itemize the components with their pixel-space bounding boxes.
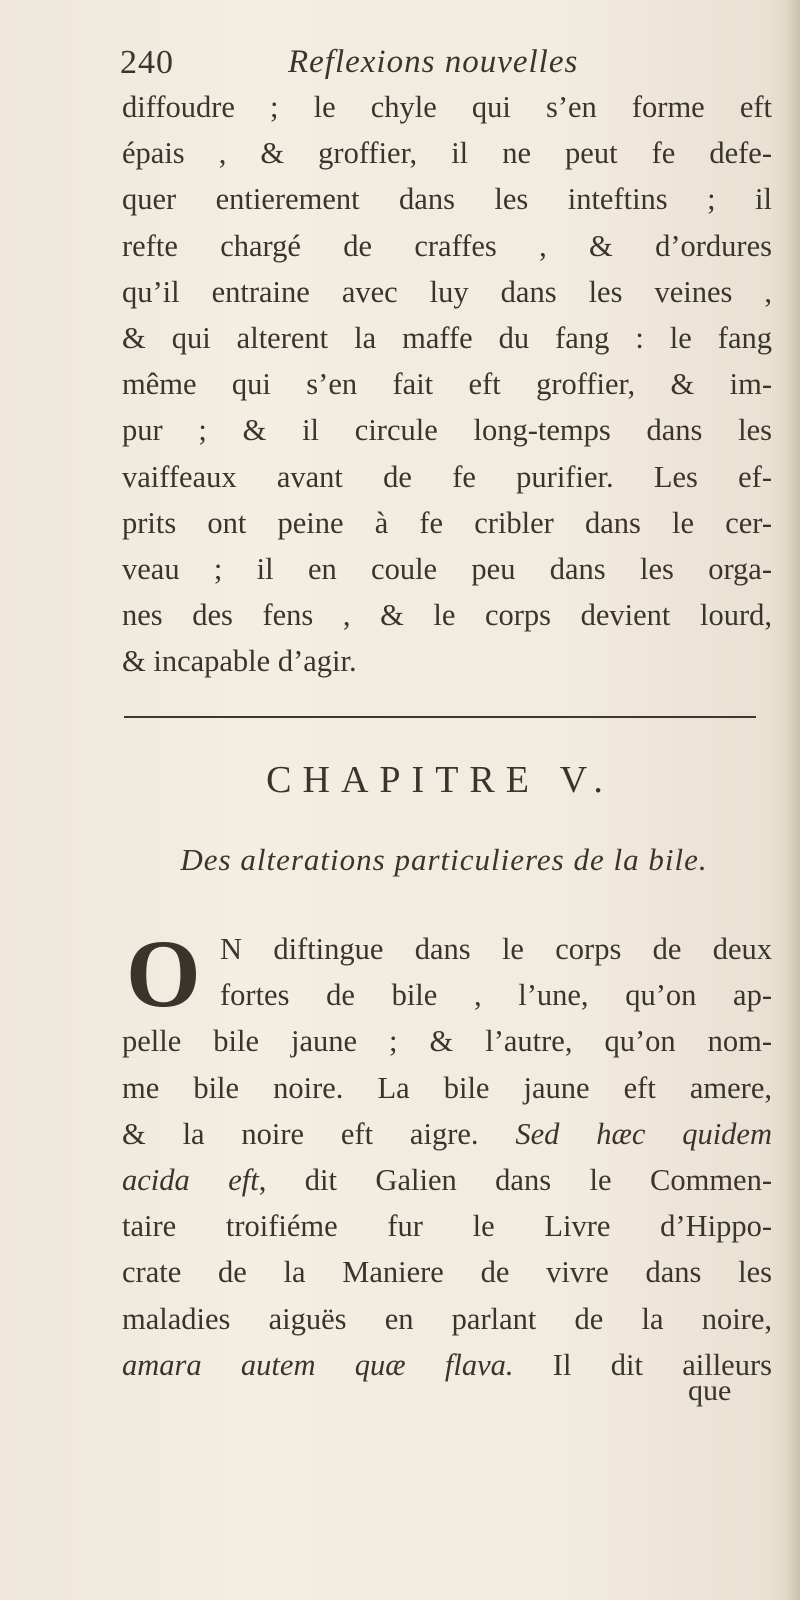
section-divider-rule bbox=[124, 716, 756, 718]
text-line: N diftingue dans le corps de deux bbox=[220, 932, 772, 966]
text-line: vaiffeaux avant de fe purifier. Les ef- bbox=[122, 459, 772, 494]
text-line bbox=[122, 1342, 772, 1388]
text-roman: , dit Galien dans le Commen- bbox=[258, 1163, 772, 1198]
text-line: pelle bile jaune ; & l’autre, qu’on nom- bbox=[122, 1024, 772, 1059]
drop-cap: O bbox=[126, 920, 201, 1027]
text-line: crate de la Maniere de vivre dans les bbox=[122, 1255, 772, 1290]
catchword: que bbox=[688, 1374, 732, 1407]
text-line: même qui s’en fait eft groffier, & im- bbox=[122, 367, 772, 402]
latin-quote: amara autem quæ flava. bbox=[122, 1347, 514, 1382]
latin-quote: Sed hæc quidem bbox=[515, 1116, 772, 1151]
text-roman: Il dit ailleurs bbox=[513, 1347, 772, 1382]
text-line: pur ; & il circule long-temps dans les bbox=[122, 413, 772, 448]
text-line: qu’il entraine avec luy dans les veines , bbox=[122, 274, 772, 309]
text-line: maladies aiguës en parlant de la noire, bbox=[122, 1301, 772, 1336]
text-line: veau ; il en coule peu dans les orga- bbox=[122, 552, 772, 587]
text-line: diffoudre ; le chyle qui s’en forme eft bbox=[122, 90, 772, 124]
text-line: taire troifiéme fur le Livre d’Hippo- bbox=[122, 1209, 772, 1244]
chapter-title: CHAPITRE V. bbox=[266, 759, 614, 801]
text-line: épais , & groffier, il ne peut fe defe- bbox=[122, 136, 772, 171]
chapter-paragraph bbox=[122, 920, 772, 1388]
page-edge-shadow bbox=[786, 0, 800, 1600]
text-line bbox=[122, 1111, 772, 1157]
text-line: & incapable d’agir. bbox=[122, 644, 357, 679]
running-title: Reflexions nouvelles bbox=[288, 44, 579, 80]
text-line: & qui alterent la maffe du fang : le fang bbox=[122, 321, 772, 356]
text-line: refte chargé de craffes , & d’ordures bbox=[122, 228, 772, 263]
chapter-subtitle: Des alterations particulieres de la bile. bbox=[180, 842, 708, 877]
text-line: quer entierement dans les inteftins ; il bbox=[122, 182, 772, 217]
paragraph-continued bbox=[122, 84, 772, 685]
page-number: 240 bbox=[120, 44, 174, 81]
text-line: me bile noire. La bile jaune eft amere, bbox=[122, 1070, 772, 1105]
text-line: fortes de bile , l’une, qu’on ap- bbox=[220, 978, 772, 1013]
text-line: prits ont peine à fe cribler dans le cer- bbox=[122, 505, 772, 540]
text-roman: & la noire eft aigre. bbox=[122, 1116, 516, 1151]
latin-quote: acida eft bbox=[122, 1163, 259, 1198]
text-line bbox=[122, 1157, 772, 1203]
text-line: nes des fens , & le corps devient lourd, bbox=[122, 598, 772, 633]
